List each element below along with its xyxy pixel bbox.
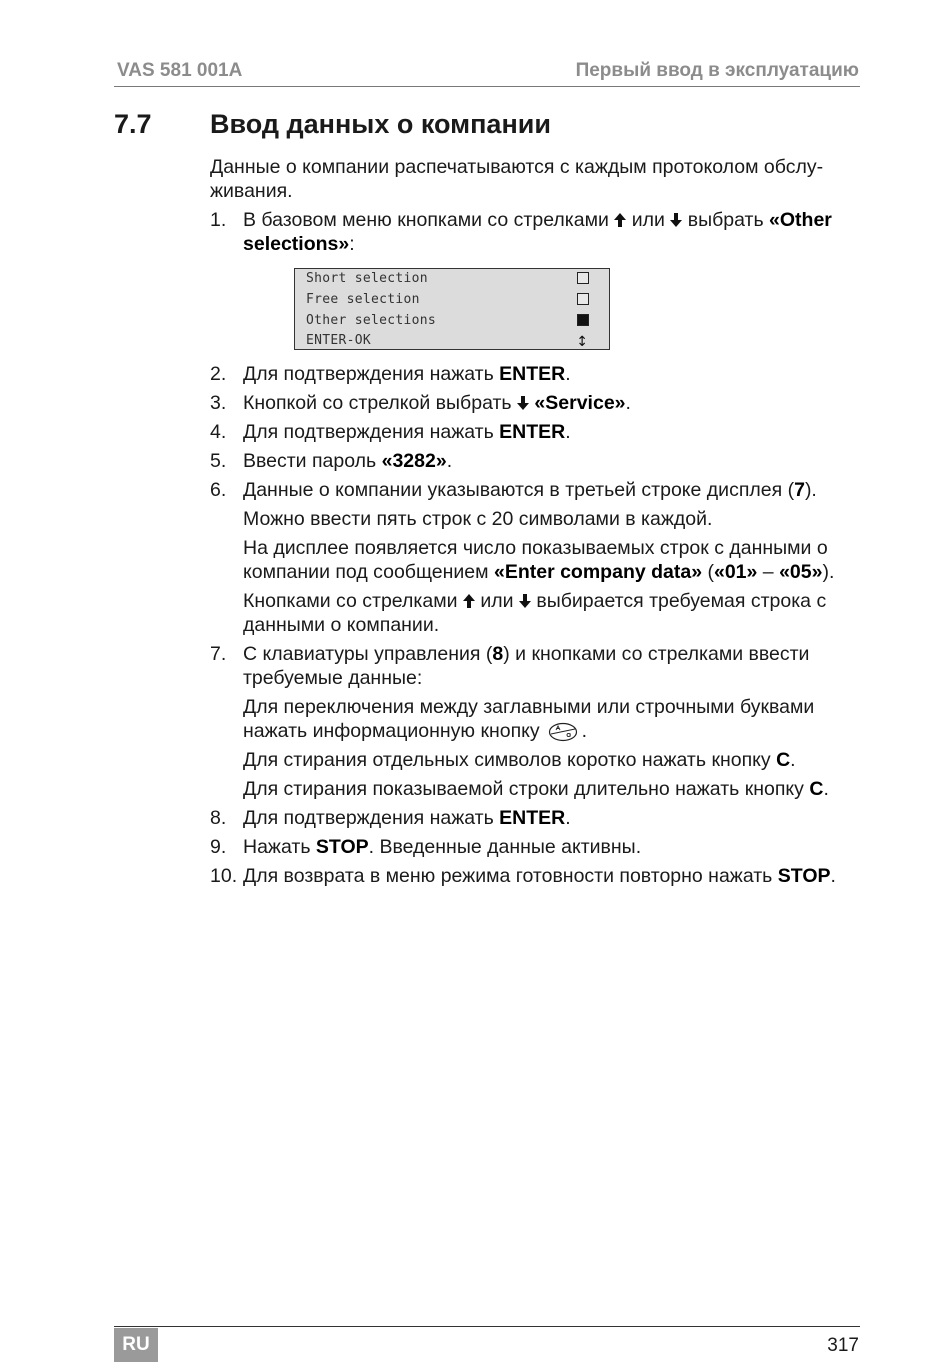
step-text: . xyxy=(565,807,571,829)
step-number: 7. xyxy=(210,643,227,665)
header-document-code: VAS 581 001A xyxy=(117,60,243,81)
step-text: ). xyxy=(822,561,835,583)
arrow-down-icon xyxy=(517,396,529,410)
list-item xyxy=(210,478,862,637)
page-number: 317 xyxy=(827,1335,859,1356)
arrow-up-icon xyxy=(614,213,626,227)
list-item xyxy=(210,864,862,888)
step-note xyxy=(243,695,862,743)
step-number: 1. xyxy=(210,209,227,231)
list-item xyxy=(210,362,862,386)
step-number: 2. xyxy=(210,363,227,385)
lcd-row xyxy=(306,332,589,350)
step-text: Нажать xyxy=(243,836,316,858)
step-keyword: ENTER xyxy=(499,363,566,385)
lcd-row-label: Free selection xyxy=(306,292,420,307)
step-keyword: C xyxy=(776,749,791,771)
step-text: выбирается требуемая строка с данными о компании. xyxy=(243,590,827,636)
step-note xyxy=(243,748,862,772)
step-keyword: STOP xyxy=(315,836,369,858)
lcd-row-label: Other selections xyxy=(306,313,437,328)
language-badge: RU xyxy=(114,1328,158,1362)
step-text: В базовом меню кнопками со стрелками xyxy=(243,209,615,231)
section-number: 7.7 xyxy=(114,109,152,139)
list-item xyxy=(210,449,862,473)
step-number: 3. xyxy=(210,392,227,414)
step-text: На дисплее появляется число показываемых строк с данными о компании под сообщением xyxy=(243,537,828,583)
steps-list xyxy=(210,362,862,888)
lcd-row-label: ENTER-OK xyxy=(306,333,372,348)
step-keyword: 7 xyxy=(794,479,805,501)
step-text: ) и кнопками со стрелками ввести требуемые данные: xyxy=(243,643,810,689)
step-text: : xyxy=(349,233,355,255)
up-down-arrow-icon: ↕ xyxy=(576,334,588,350)
step-number: 4. xyxy=(210,421,227,443)
step-number: 5. xyxy=(210,450,227,472)
footer-divider xyxy=(114,1326,860,1327)
step-text: Для возврата в меню режима готовности повторно нажать xyxy=(243,865,778,887)
step-number: 10. xyxy=(210,865,238,887)
step-text: – xyxy=(757,561,780,583)
step-note: Можно ввести пять строк с 20 символами в каждой. xyxy=(243,508,713,530)
step-text: Для подтверждения нажать xyxy=(243,807,500,829)
arrow-down-icon xyxy=(670,213,682,227)
step-text: Для стирания показываемой строки длительно нажать кнопку xyxy=(243,778,810,800)
lcd-row xyxy=(306,312,589,330)
step-number: 6. xyxy=(210,479,227,501)
step-text: Кнопкой со стрелкой выбрать xyxy=(243,392,517,414)
steps-list xyxy=(210,208,862,256)
step-keyword: «Other selections» xyxy=(243,209,832,255)
step-note xyxy=(243,536,862,584)
step-text: Ввести пароль xyxy=(243,450,382,472)
step-keyword: «01» xyxy=(713,561,758,583)
step-text: или xyxy=(474,590,519,612)
list-item xyxy=(210,391,862,415)
list-item xyxy=(210,642,862,801)
step-note xyxy=(243,589,862,637)
step-text: ). xyxy=(804,479,817,501)
step-text: или xyxy=(626,209,671,231)
step-keyword: STOP xyxy=(777,865,831,887)
step-text: . xyxy=(565,363,571,385)
step-keyword: ENTER xyxy=(499,421,566,443)
list-item xyxy=(210,835,862,859)
step-text: . xyxy=(823,778,829,800)
step-text: . xyxy=(625,392,631,414)
lcd-row xyxy=(306,291,589,309)
section-body xyxy=(210,155,862,893)
checkbox-empty-icon xyxy=(577,293,589,305)
step-text: Для подтверждения нажать xyxy=(243,363,500,385)
step-keyword: «Enter company data» xyxy=(493,561,703,583)
intro-paragraph: Данные о компании распечатываются с каждым протоколом обслу-живания. xyxy=(210,156,824,202)
step-keyword: C xyxy=(809,778,824,800)
step-number: 9. xyxy=(210,836,227,858)
list-item xyxy=(210,420,862,444)
checkbox-empty-icon xyxy=(577,272,589,284)
step-text: . xyxy=(790,749,796,771)
step-text: С клавиатуры управления ( xyxy=(243,643,493,665)
step-text: выбрать xyxy=(682,209,770,231)
arrow-up-icon xyxy=(463,594,475,608)
list-item xyxy=(210,208,862,256)
step-text: . xyxy=(830,865,836,887)
step-text: Кнопками со стрелками xyxy=(243,590,463,612)
step-keyword: «05» xyxy=(779,561,823,583)
lcd-row-label: Short selection xyxy=(306,271,428,286)
step-text: Для переключения между заглавными или строчными буквами нажать информационную кнопку xyxy=(243,696,815,742)
step-keyword: 8 xyxy=(492,643,504,665)
step-keyword: ENTER xyxy=(499,807,566,829)
header-chapter-title: Первый ввод в эксплуатацию xyxy=(575,60,859,81)
header-divider xyxy=(114,86,860,87)
arrow-down-icon xyxy=(519,594,531,608)
list-item xyxy=(210,806,862,830)
lcd-display xyxy=(294,268,610,350)
info-key-icon xyxy=(548,722,578,742)
step-number: 8. xyxy=(210,807,227,829)
step-text: Для стирания отдельных символов коротко нажать кнопку xyxy=(243,749,777,771)
step-text: Для подтверждения нажать xyxy=(243,421,500,443)
step-keyword: «Service» xyxy=(534,392,626,414)
step-note xyxy=(243,777,862,801)
step-keyword: «3282» xyxy=(381,450,447,472)
step-text: . xyxy=(446,450,453,472)
step-text: . Введенные данные активны. xyxy=(368,836,642,858)
lcd-row xyxy=(306,270,589,288)
step-text: Данные о компании указываются в третьей строке дисплея ( xyxy=(243,479,795,501)
section-title: Ввод данных о компании xyxy=(210,109,551,139)
checkbox-filled-icon xyxy=(577,314,589,326)
step-text: . xyxy=(581,720,588,742)
step-text: ( xyxy=(702,561,714,583)
step-text: . xyxy=(565,421,571,443)
